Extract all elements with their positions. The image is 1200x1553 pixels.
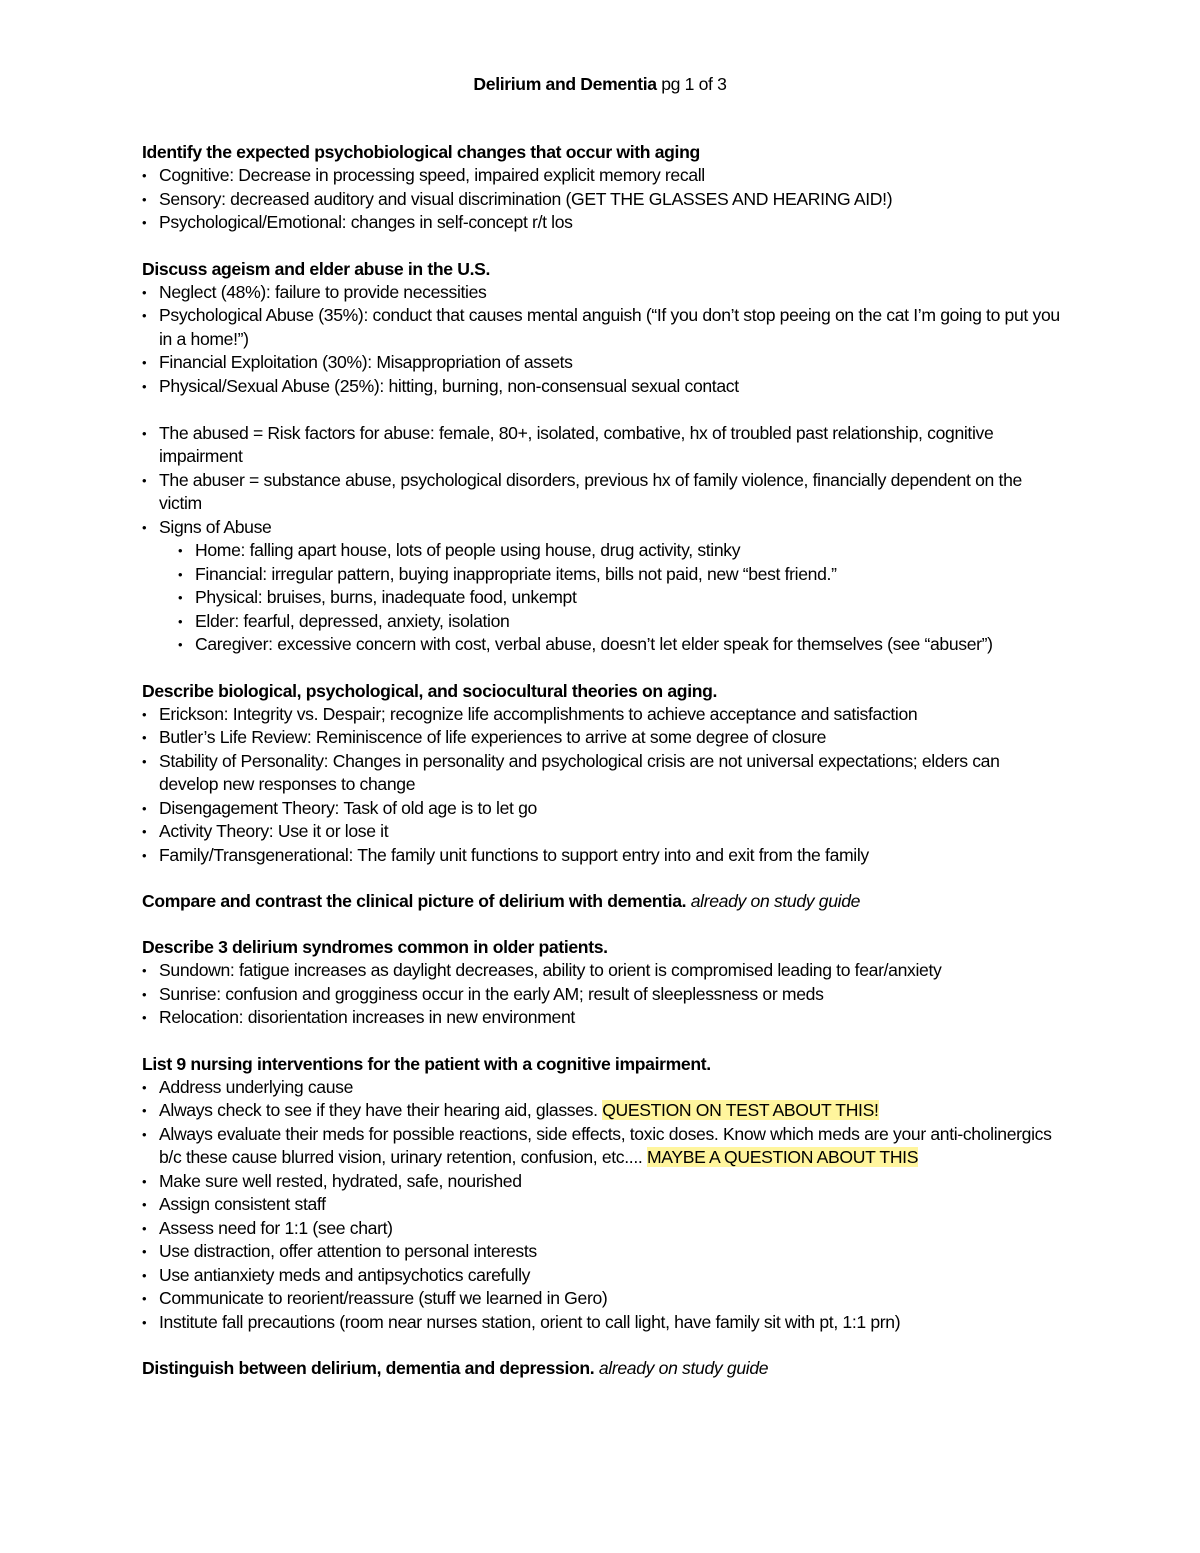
- bullet-list: [142, 164, 1062, 235]
- bullet-list: [142, 422, 1062, 657]
- list-item: [142, 1123, 1062, 1170]
- list-item: • The abused = Risk factors for abuse: female, 80+, isolated, combative, hx of troubled past relationship, cognitive impairment: [142, 422, 1062, 469]
- list-item: • The abuser = substance abuse, psychological disorders, previous hx of family violence, financially dependent on the victim: [142, 469, 1062, 516]
- list-item: • Physical/Sexual Abuse (25%): hitting, burning, non-consensual sexual contact: [142, 375, 1062, 399]
- list-item: • Use antianxiety meds and antipsychotics carefully: [142, 1264, 1062, 1288]
- section-distinguish: [142, 1356, 1062, 1380]
- section-ageism: [142, 257, 1062, 657]
- sub-list-item: • Home: falling apart house, lots of people using house, drug activity, stinky: [142, 539, 1062, 563]
- title-page-number: pg 1 of 3: [656, 74, 727, 94]
- highlighted-note: QUESTION ON TEST ABOUT THIS!: [602, 1100, 879, 1120]
- bullet-list: [142, 959, 1062, 1030]
- list-item: • Sensory: decreased auditory and visual discrimination (GET THE GLASSES AND HEARING AID!): [142, 188, 1062, 212]
- list-item: • Communicate to reorient/reassure (stuff we learned in Gero): [142, 1287, 1062, 1311]
- section-heading: Describe biological, psychological, and sociocultural theories on aging.: [142, 680, 718, 701]
- sub-list-item: • Caregiver: excessive concern with cost, verbal abuse, doesn’t let elder speak for themselves (see “abuser”): [142, 633, 1062, 657]
- list-item: • Erickson: Integrity vs. Despair; recognize life accomplishments to achieve acceptance and satisfaction: [142, 703, 1062, 727]
- section-interventions: [142, 1052, 1062, 1335]
- list-item: • Use distraction, offer attention to personal interests: [142, 1240, 1062, 1264]
- study-guide-note: already on study guide: [686, 891, 861, 911]
- list-item: [142, 1099, 1062, 1123]
- bullet-list: [142, 703, 1062, 868]
- list-item: • Activity Theory: Use it or lose it: [142, 820, 1062, 844]
- section-heading: List 9 nursing interventions for the patient with a cognitive impairment.: [142, 1053, 711, 1074]
- list-item: • Sundown: fatigue increases as daylight decreases, ability to orient is compromised leading to fear/anxiety: [142, 959, 1062, 983]
- list-item: • Family/Transgenerational: The family unit functions to support entry into and exit from the family: [142, 844, 1062, 868]
- spacer: [142, 398, 1062, 422]
- item-text: Always evaluate their meds for possible reactions, side effects, toxic doses. Know which meds are your anti-cholinergics b/c these cause blurred vision, urinary retention, confusion, etc....: [159, 1123, 1052, 1167]
- sub-list-item: • Physical: bruises, burns, inadequate food, unkempt: [142, 586, 1062, 610]
- heading-text: Distinguish between delirium, dementia and depression.: [142, 1358, 595, 1378]
- heading-text: Compare and contrast the clinical picture of delirium with dementia.: [142, 891, 687, 911]
- study-guide-note: already on study guide: [594, 1358, 769, 1378]
- list-item: • Psychological Abuse (35%): conduct that causes mental anguish (“If you don’t stop peeing on the cat I’m going to put you in a home!”): [142, 304, 1062, 351]
- list-item: • Stability of Personality: Changes in personality and psychological crisis are not universal expectations; elders can develop new responses to change: [142, 750, 1062, 797]
- list-item: • Signs of Abuse: [142, 516, 1062, 540]
- section-theories: [142, 679, 1062, 868]
- sub-list-item: • Elder: fearful, depressed, anxiety, isolation: [142, 610, 1062, 634]
- list-item: • Psychological/Emotional: changes in self-concept r/t los: [142, 211, 1062, 235]
- list-item: • Financial Exploitation (30%): Misappropriation of assets: [142, 351, 1062, 375]
- title-main: Delirium and Dementia: [473, 74, 657, 94]
- item-text: Always check to see if they have their hearing aid, glasses.: [159, 1100, 603, 1120]
- list-item: • Institute fall precautions (room near nurses station, orient to call light, have family sit with pt, 1:1 prn): [142, 1311, 1062, 1335]
- section-heading: [142, 1356, 1062, 1380]
- section-syndromes: [142, 935, 1062, 1030]
- list-item: • Make sure well rested, hydrated, safe, nourished: [142, 1170, 1062, 1194]
- bullet-list: [142, 281, 1062, 399]
- highlighted-note: MAYBE A QUESTION ABOUT THIS: [646, 1147, 919, 1167]
- list-item: • Relocation: disorientation increases in new environment: [142, 1006, 1062, 1030]
- list-item: • Butler’s Life Review: Reminiscence of life experiences to arrive at some degree of closure: [142, 726, 1062, 750]
- section-heading: Identify the expected psychobiological changes that occur with aging: [142, 142, 700, 162]
- bullet-list: [142, 1076, 1062, 1335]
- section-compare: [142, 889, 1062, 913]
- sub-list-item: • Financial: irregular pattern, buying inappropriate items, bills not paid, new “best friend.”: [142, 563, 1062, 587]
- list-item: • Address underlying cause: [142, 1076, 1062, 1100]
- document-body: [142, 140, 1062, 1402]
- list-item: • Neglect (48%): failure to provide necessities: [142, 281, 1062, 305]
- list-item: • Cognitive: Decrease in processing speed, impaired explicit memory recall: [142, 164, 1062, 188]
- list-item: • Disengagement Theory: Task of old age is to let go: [142, 797, 1062, 821]
- section-aging-changes: [142, 140, 1062, 235]
- section-heading: Describe 3 delirium syndromes common in older patients.: [142, 937, 608, 957]
- list-item: • Assess need for 1:1 (see chart): [142, 1217, 1062, 1241]
- page-title: [0, 72, 1200, 96]
- section-heading: [142, 889, 1062, 913]
- section-heading: Discuss ageism and elder abuse in the U.S.: [142, 258, 491, 279]
- list-item: • Sunrise: confusion and grogginess occur in the early AM; result of sleeplessness or meds: [142, 983, 1062, 1007]
- list-item: • Assign consistent staff: [142, 1193, 1062, 1217]
